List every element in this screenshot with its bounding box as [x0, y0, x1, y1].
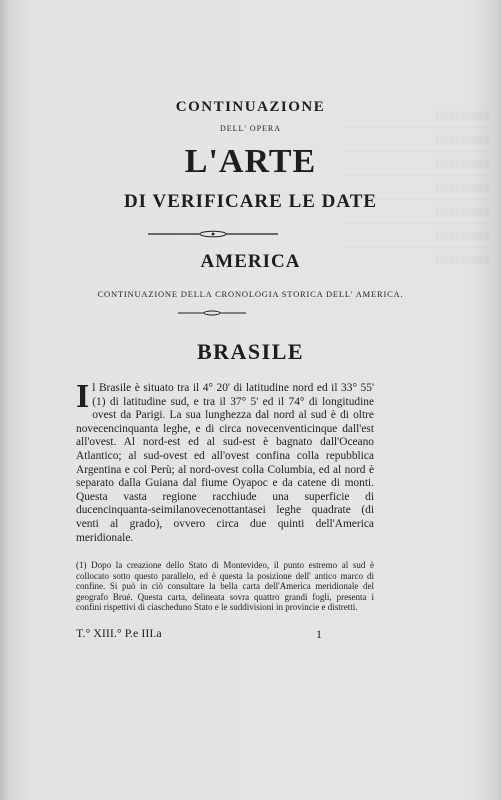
body-text: l Brasile è situato tra il 4° 20' di latitudine nord ed il 33° 55' (1) di latitudine sud, e tra il 37° 5' ed il 74° di longitudine ovest da Parigi. La sua lunghezza dal nord al sud è di oltre novecencinquanta leghe, e di circa novecenventicinque dall'est all'ovest. Al nord-est ed al sud-est è bagnato dall'Oceano Atlantico; al sud-ovest ed all'ovest confina colla repubblica Argentina e col Perù; al nord-ovest colla Columbia, ed al nord è separato dalla Guiana dal fiume Oyapoc e da catene di monti. Questa vasta regione racchiude una superficie di ducencinquanta-seimilanovecenottantasei leghe quadrate (di venti al grado), ovvero circa due quinti dell'America meridionale.: [76, 382, 374, 544]
footnote: (1) Dopo la creazione dello Stato di Montevideo, il punto estremo al sud è collocato sotto questo parallelo, ed è questa la posizione dell' antico marco di confine. Si può in ciò consultare la bella carta dell'America meridionale del geografo Brué. Questa carta, delineata sovra quattro grandi fogli, presenta i confini rispettivi di ciascheduno Stato e le suddivisioni in provincie e distretti.: [76, 560, 374, 613]
heading-continuazione: CONTINUAZIONE: [175, 99, 326, 115]
sheet-number: 1: [316, 627, 322, 641]
drop-cap: I: [76, 378, 90, 415]
section-title: AMERICA: [200, 251, 301, 272]
volume-signature: T.° XIII.° P.e III.a: [76, 626, 162, 640]
heading-dell-opera: DELL' OPERA: [219, 124, 282, 133]
heading-di-verificare-le-date: DI VERIFICARE LE DATE: [123, 191, 378, 212]
ornamental-rule: [148, 230, 278, 238]
body-paragraph: [76, 378, 374, 545]
bleed-through-texture: |||||||||||||||||||||||||||||| ~~~~~~~~~~~~~~~~~~~~~~~~~~~~~~ |||||||||||||||||||||||||||||| ~~~~~~~~~~~~~~~~~~~~~~~~~~~~~~ |||||||||||||||||||||||||||||| ~~~~~~~~~~~~~~~~~~~~~~~~~~~~~~ |||||||||||||||||||||||||||||| ~~~~~~~~~~~~~~~~~~~~~~~~~~~~~~ |||||||||||||||||||||||||||||| ~~~~~~~~~~~~~~~~~~~~~~~~~~~~~~ |||||||||||||||||||||||||||||| ~~~~~~~~~~~~~~~~~~~~~~~~~~~~~~ ||||||||||||||||||||||||||||||: [343, 110, 490, 264]
heading-larte: L'ARTE: [184, 143, 317, 180]
chapter-title: BRASILE: [196, 339, 305, 364]
ornamental-rule-small: [178, 310, 246, 316]
section-subtitle: CONTINUAZIONE DELLA CRONOLOGIA STORICA DELL' AMERICA.: [97, 289, 404, 299]
